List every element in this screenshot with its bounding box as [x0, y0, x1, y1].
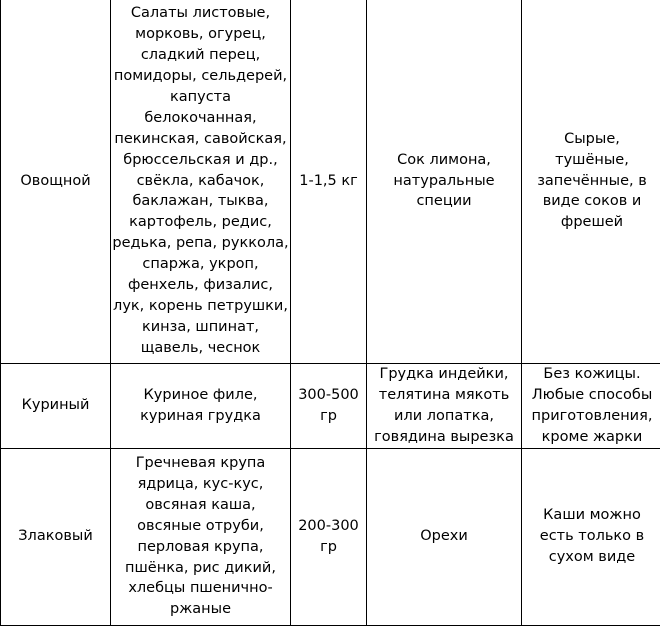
cell-text-line: сухом виде: [523, 547, 660, 568]
cell-text-line: хлебцы пшенично-: [112, 578, 289, 599]
additions-cell: [367, 0, 522, 364]
cell-text-line: Грудка индейки,: [368, 364, 520, 385]
cell-text-line: пшёнка, рис дикий,: [112, 558, 289, 579]
cell-text-line: запечённые, в: [523, 171, 660, 192]
cell-text-line: виде соков и: [523, 191, 660, 212]
table-row: [1, 0, 660, 364]
cell-text-line: пекинская, савойская,: [112, 129, 289, 150]
cell-text-line: 1-1,5 кг: [292, 171, 365, 192]
cell-text-line: 300-500: [292, 385, 365, 406]
cell-text-line: овсяная каша,: [112, 495, 289, 516]
preparation-cell: [522, 448, 660, 625]
cell-text-line: белокочанная,: [112, 108, 289, 129]
cell-text-line: лук, корень петрушки,: [112, 296, 289, 317]
cell-text-line: есть только в: [523, 526, 660, 547]
cell-text-line: спаржа, укроп,: [112, 254, 289, 275]
cell-text-line: Без кожицы.: [523, 364, 660, 385]
diet-type-cell: Куриный: [1, 364, 111, 449]
amount-cell: [291, 364, 367, 449]
cell-text-line: Куриное филе,: [112, 385, 289, 406]
cell-text-line: овсяные отруби,: [112, 516, 289, 537]
cell-text-line: редька, репа, руккола,: [112, 233, 289, 254]
additions-cell: [367, 364, 522, 449]
cell-text-line: 200-300: [292, 516, 365, 537]
cell-text-line: гр: [292, 406, 365, 427]
products-cell: [111, 448, 291, 625]
amount-cell: [291, 0, 367, 364]
cell-text-line: Сырые,: [523, 129, 660, 150]
cell-text-line: кинза, шпинат,: [112, 317, 289, 338]
cell-text-line: Орехи: [368, 526, 520, 547]
cell-text-line: специи: [368, 191, 520, 212]
cell-text-line: Сок лимона,: [368, 150, 520, 171]
cell-text-line: куриная грудка: [112, 406, 289, 427]
additions-cell: [367, 448, 522, 625]
cell-text-line: картофель, редис,: [112, 212, 289, 233]
cell-text-line: фрешей: [523, 212, 660, 233]
cell-text-line: Любые способы: [523, 385, 660, 406]
cell-text-line: Салаты листовые,: [112, 3, 289, 24]
table-row: [1, 448, 660, 625]
cell-text-line: приготовления,: [523, 406, 660, 427]
cell-text-line: тушёные,: [523, 150, 660, 171]
cell-text-line: баклажан, тыква,: [112, 191, 289, 212]
cell-text-line: фенхель, физалис,: [112, 275, 289, 296]
cell-text-line: капуста: [112, 87, 289, 108]
cell-text-line: телятина мякоть: [368, 385, 520, 406]
cell-text-line: натуральные: [368, 171, 520, 192]
products-cell: [111, 364, 291, 449]
cell-text-line: говядина вырезка: [368, 427, 520, 448]
diet-type-cell: Овощной: [1, 0, 111, 364]
cell-text-line: ядрица, кус-кус,: [112, 474, 289, 495]
cell-text-line: Каши можно: [523, 505, 660, 526]
cell-text-line: брюссельская и др.,: [112, 150, 289, 171]
cell-text-line: кроме жарки: [523, 427, 660, 448]
table-row: [1, 364, 660, 449]
cell-text-line: помидоры, сельдерей,: [112, 66, 289, 87]
cell-text-line: морковь, огурец,: [112, 24, 289, 45]
amount-cell: [291, 448, 367, 625]
preparation-cell: [522, 0, 660, 364]
diet-type-cell: Злаковый: [1, 448, 111, 625]
cell-text-line: Гречневая крупа: [112, 453, 289, 474]
products-cell: [111, 0, 291, 364]
cell-text-line: перловая крупа,: [112, 537, 289, 558]
cell-text-line: гр: [292, 537, 365, 558]
preparation-cell: [522, 364, 660, 449]
cell-text-line: ржаные: [112, 599, 289, 620]
cell-text-line: свёкла, кабачок,: [112, 171, 289, 192]
cell-text-line: или лопатка,: [368, 406, 520, 427]
cell-text-line: щавель, чеснок: [112, 338, 289, 359]
cell-text-line: сладкий перец,: [112, 45, 289, 66]
